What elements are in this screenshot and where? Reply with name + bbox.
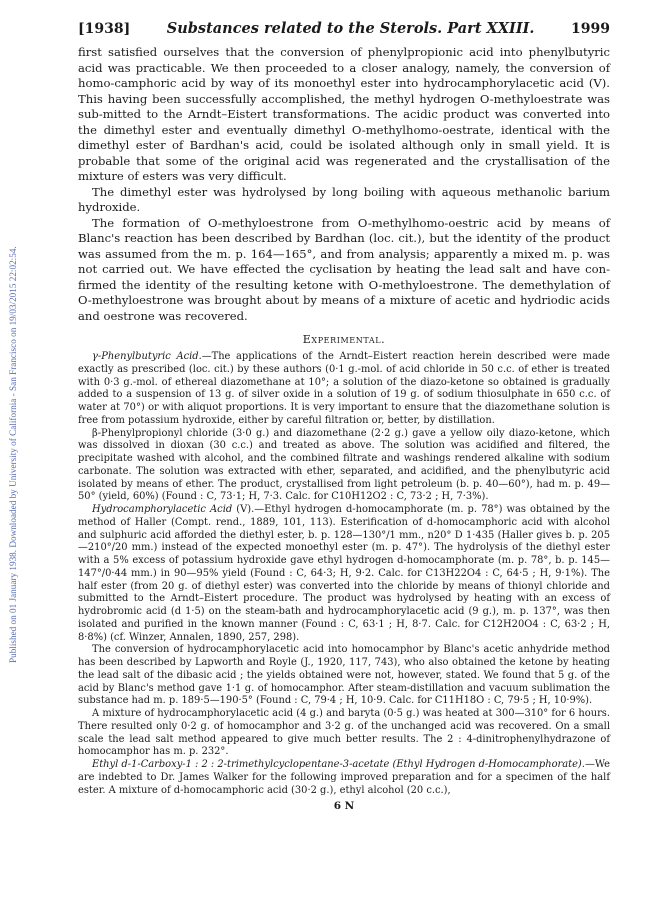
paragraph-body: —The applications of the Arndt–Eistert reaction herein described were made exactly as prescribed (loc. cit.) by these authors (0·1 g.-mol. of acid chloride in 50 c.c. of ether is treated with 0·3 g.-mol. of ethereal diazomethane at 10°; a solution of the diazo-ketone so obtained is gradually added to a suspension of 13 g. of silver oxide in a solution of 19 g. of sodium thiosulphate in 650 c.c. of water at 70°) or with aliquot proportions. It is very important to ensure that the diazomethane solution is free from potassium hydroxide, either by careful filtration or, better, by distillation. [78,351,611,426]
signature-mark: 6 N [333,800,355,813]
experimental-paragraph-2: β-Phenylpropionyl chloride (3·0 g.) and diazomethane (2·2 g.) gave a yellow oily diazo-ketone, which was dissolved in dioxan (30 c.c.) and treated as above. The solution was acidified and filtered, the precipitate washed with alcohol, and the combined filtrate and washings rendered alkaline with sodium carbonate. The solution was extracted with ether, separated, and acidified, and the phenylbutyric acid isolated by means of ether. The product, crystallised from light petroleum (b. p. 40—60°), had m. p. 49—50° (yield, 60%) (Found : C, 73·1; H, 7·3. Calc. for C10H12O2 : C, 73·2 ; H, 7·3%). [78,427,610,503]
experimental-heading: Experimental. [302,333,386,346]
journal-page [78,20,610,812]
experimental-paragraph-4: The conversion of hydrocamphorylacetic acid into homocamphor by Blanc's acetic anhydride method has been described by Lapworth and Royle (J., 1920, 117, 743), who also obtained the ketone by heating the lead salt of the dibasic acid ; the yields obtained were not, however, stated. We found that 5 g. of the acid by Blanc's method gave 1·1 g. of homocamphor. After steam-distillation and vacuum sublimation the substance had m. p. 189·5—190·5° (Found : C, 79·4 ; H, 10·9. Calc. for C11H18O : C, 79·5 ; H, 10·9%). [78,644,610,707]
running-header [78,20,610,37]
experimental-paragraph-3 [78,504,610,644]
paragraph-body: (V).—Ethyl hydrogen d-homocamphorate (m. p. 78°) was obtained by the method of Haller (Compt. rend., 1889, 101, 113). Esterification of d-homocamphoric acid with alcohol and sulphuric acid afforded the diethyl ester, b. p. 128—130°/1 mm., n20° D 1·435 (Haller gives b. p. 205—210°/20 mm.) instead of the expected monoethyl ester (m. p. 47°). The hydrolysis of the diethyl ester with a 5% excess of potassium hydroxide gave ethyl hydrogen d-homocamphorate (m. p. 78°, b. p. 145—147°/0·44 mm.) in 90—95% yield (Found : C, 64·3; H, 9·2. Calc. for C13H22O4 : C, 64·5 ; H, 9·1%). The half ester (from 20 g. of diethyl ester) was converted into the chloride by means of thionyl chloride and submitted to the Arndt–Eistert procedure. The product was hydrolysed by heating with an excess of hydrobromic acid (d 1·5) on the steam-bath and hydrocamphorylacetic acid (9 g.), m. p. 137°, was then isolated and purified in the known manner (Found : C, 63·1 ; H, 8·7. Calc. for C12H20O4 : C, 63·2 ; H, 8·8%) (cf. Winzer, Annalen, 1890, 257, 298). [78,504,611,643]
year-label: [1938] [78,21,131,37]
experimental-paragraph-6 [78,759,610,797]
intro-paragraph-1: first satisfied ourselves that the conversion of phenylpropionic acid into phenylbutyric acid was practicable. We then proceeded to a closer analogy, namely, the conversion of homo-camphoric acid by way of its monoethyl ester into hydrocamphorylacetic acid (V). This having been successfully accomplished, the methyl hydrogen O-methyloestrate was sub-mitted to the Arndt–Eistert transformations. The acidic product was converted into the dimethyl ester and eventually dimethyl O-methylhomo-oestrate, identical with the dimethyl ester of Bardhan's acid, could be isolated although only in small yield. It is probable that some of the original acid was regenerated and the crystallisation of the mixture of esters was very difficult. [78,45,610,183]
experimental-section [78,351,610,797]
download-watermark: Published on 01 January 1938. Downloaded by University of California - San Francisco on 19/03/2015 22:02:54. [8,246,18,664]
intro-section [78,45,610,324]
section-lead-hydrocamphorylacetic: Hydrocamphorylacetic Acid [92,504,233,515]
experimental-paragraph-1 [78,351,610,428]
running-title: Substances related to the Sterols. Part XXIII. [166,20,535,37]
paragraph-body: —We are indebted to Dr. James Walker for the following improved preparation and for a specimen of the half ester. A mixture of d-homocamphoric acid (30·2 g.), ethyl alcohol (20 c.c.), [78,759,610,796]
page-number: 1999 [571,21,610,37]
section-lead-ethyl-ester: Ethyl d-1-Carboxy-1 : 2 : 2-trimethylcyclopentane-3-acetate (Ethyl Hydrogen d-Homocamphorate). [92,759,585,770]
intro-paragraph-2: The dimethyl ester was hydrolysed by long boiling with aqueous methanolic barium hydroxide. [78,184,610,214]
intro-paragraph-3: The formation of O-methyloestrone from O-methylhomo-oestric acid by means of Blanc's reaction has been described by Bardhan (loc. cit.), but the identity of the product was assumed from the m. p. 164—165°, and from analysis; apparently a mixed m. p. was not carried out. We have effected the cyclisation by heating the lead salt and have con-firmed the identity of the resulting ketone with O-methyloestrone. The demethylation of O-methyloestrone was brought about by means of a mixture of acetic and hydriodic acids and oestrone was recovered. [78,215,610,323]
experimental-paragraph-5: A mixture of hydrocamphorylacetic acid (4 g.) and baryta (0·5 g.) was heated at 300—310° for 6 hours. There resulted only 0·2 g. of homocamphor and 3·2 g. of the unchanged acid was recovered. On a small scale the lead salt method appeared to give much better results. The 2 : 4-dinitrophenylhydrazone of homocamphor has m. p. 232°. [78,708,610,758]
section-lead-phenylbutyric: γ-Phenylbutyric Acid. [92,351,202,362]
